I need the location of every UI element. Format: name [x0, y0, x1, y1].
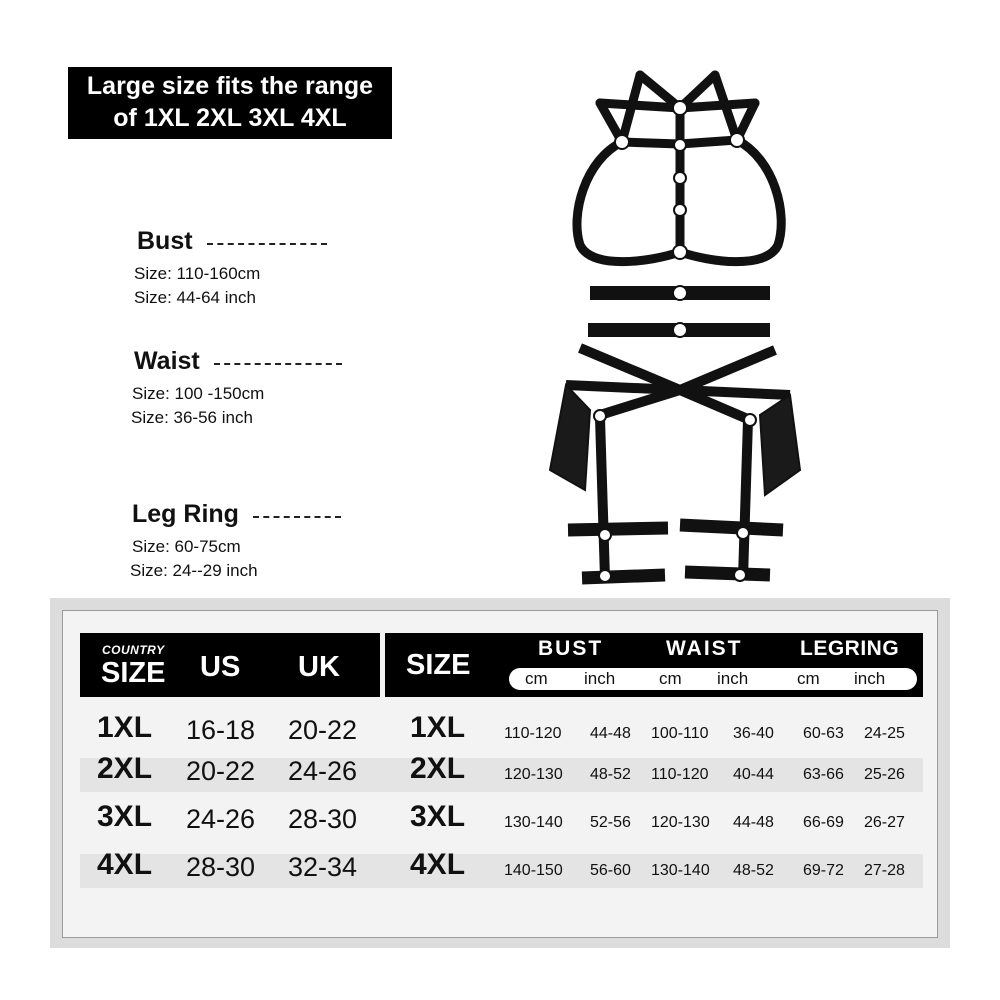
leg-inch-cell: 24-25: [864, 725, 905, 742]
waist-cm-cell: 130-140: [651, 862, 710, 879]
us-cell: 16-18: [186, 715, 256, 745]
waist-inch-cell: 44-48: [733, 814, 774, 831]
size-header: SIZE: [101, 657, 166, 689]
us-header: US: [200, 651, 241, 683]
banner-line-1: Large size fits the range: [86, 72, 374, 100]
size-cell: 4XL: [97, 848, 153, 881]
waist-cm-cell: 110-120: [651, 766, 709, 783]
waist-group-header: WAIST: [666, 637, 743, 660]
size-chart-table: [62, 610, 938, 938]
waist-inch-cell: 36-40: [733, 725, 774, 742]
size-cell: 2XL: [97, 752, 153, 785]
us-cell: 20-22: [186, 756, 256, 786]
bust-size-cm: Size: 110-160cm: [134, 264, 261, 283]
bust-size-inch: Size: 44-64 inch: [134, 288, 256, 307]
size-cell-right: 2XL: [410, 752, 466, 785]
bust-cm-cell: 120-130: [504, 766, 563, 783]
legring-inch-unit: inch: [854, 669, 886, 688]
waist-measurement: [131, 347, 342, 428]
uk-cell: 28-30: [288, 804, 358, 834]
waist-inch-cell: 40-44: [733, 766, 774, 783]
leg-inch-cell: 27-28: [864, 862, 905, 879]
leg-cm-cell: 63-66: [803, 766, 844, 783]
legring-group-header: LEGRING: [800, 637, 900, 660]
bust-inch-cell: 52-56: [590, 814, 631, 831]
uk-header: UK: [298, 651, 340, 683]
size-cell-right: 4XL: [410, 848, 466, 881]
leg-cm-cell: 66-69: [803, 814, 844, 831]
waist-title: Waist: [134, 347, 200, 375]
bust-cm-cell: 130-140: [504, 814, 563, 831]
banner-line-2: of 1XL 2XL 3XL 4XL: [113, 104, 347, 132]
leg-ring-size-cm: Size: 60-75cm: [132, 537, 241, 556]
us-cell: 28-30: [186, 852, 256, 882]
table-header-right: [385, 633, 923, 697]
bust-cm-cell: 140-150: [504, 862, 563, 879]
uk-cell: 20-22: [288, 715, 358, 745]
size-cell: 3XL: [97, 800, 153, 833]
waist-cm-cell: 100-110: [651, 725, 709, 742]
uk-cell: 32-34: [288, 852, 358, 882]
waist-inch-cell: 48-52: [733, 862, 774, 879]
waist-cm-cell: 120-130: [651, 814, 710, 831]
country-label: COUNTRY: [102, 643, 165, 657]
table-row: [80, 800, 923, 840]
leg-ring-title: Leg Ring: [132, 500, 239, 528]
legring-cm-unit: cm: [797, 669, 820, 688]
bust-leader-line: [207, 243, 327, 245]
leg-ring-size-inch: Size: 24--29 inch: [130, 561, 258, 580]
table-row: [80, 711, 923, 751]
leg-cm-cell: 60-63: [803, 725, 844, 742]
us-cell: 24-26: [186, 804, 256, 834]
bust-title: Bust: [137, 227, 193, 255]
size-cell-right: 1XL: [410, 711, 466, 744]
waist-size-cm: Size: 100 -150cm: [132, 384, 265, 403]
table-row: [80, 752, 923, 792]
leg-cm-cell: 69-72: [803, 862, 844, 879]
harness-product-image: [540, 65, 810, 590]
leg-ring-measurement: [132, 500, 341, 581]
waist-size-inch: Size: 36-56 inch: [131, 408, 253, 427]
size-cell-right: 3XL: [410, 800, 466, 833]
waist-inch-unit: inch: [717, 669, 749, 688]
waist-cm-unit: cm: [659, 669, 682, 688]
leg-inch-cell: 26-27: [864, 814, 905, 831]
size-chart-panel: [50, 598, 950, 948]
size-header-right: SIZE: [406, 649, 471, 681]
leg-ring-leader-line: [253, 516, 341, 518]
table-row: [80, 848, 923, 888]
bust-inch-cell: 48-52: [590, 766, 631, 783]
table-header-left: [80, 633, 380, 697]
size-range-banner: [68, 67, 392, 139]
waist-leader-line: [214, 363, 342, 365]
bust-cm-unit: cm: [525, 669, 548, 688]
uk-cell: 24-26: [288, 756, 358, 786]
leg-inch-cell: 25-26: [864, 766, 905, 783]
bust-group-header: BUST: [538, 637, 604, 660]
bust-inch-cell: 56-60: [590, 862, 631, 879]
size-cell: 1XL: [97, 711, 153, 744]
bust-inch-cell: 44-48: [590, 725, 631, 742]
bust-measurement: [134, 227, 327, 308]
bust-cm-cell: 110-120: [504, 725, 562, 742]
bust-inch-unit: inch: [584, 669, 616, 688]
